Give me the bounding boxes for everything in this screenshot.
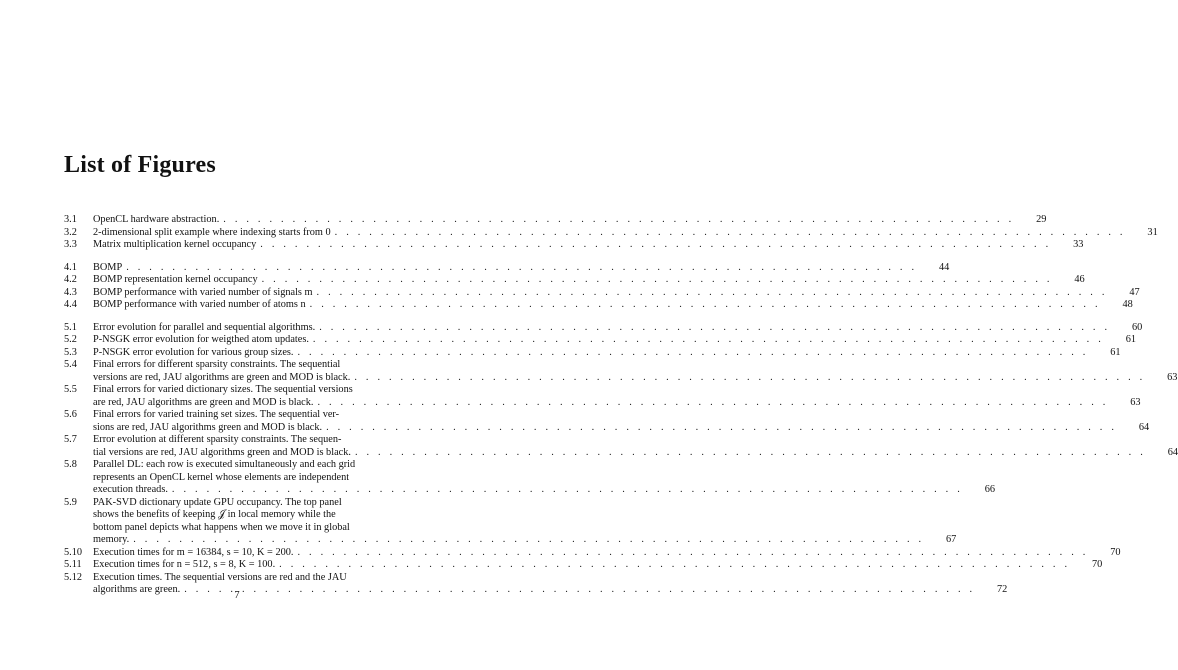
dot-leader: [354, 372, 1145, 385]
dot-leader: [319, 322, 1110, 335]
figure-caption: [93, 359, 1177, 384]
figure-number: 5.5: [64, 384, 77, 395]
figure-number: 5.11: [64, 559, 82, 570]
caption-last-line: [93, 372, 1151, 385]
figure-caption: [93, 299, 1133, 312]
caption-last-line: [93, 559, 1076, 572]
dot-leader: [279, 559, 1070, 572]
dot-leader: [133, 534, 924, 547]
figure-caption: [93, 347, 1121, 360]
caption-last-line: [93, 239, 1057, 252]
caption-line: Final errors for different sparsity constraints. The sequential: [93, 359, 341, 370]
caption-line: PAK-SVD dictionary update GPU occupancy. The top panel: [93, 496, 342, 508]
figure-page-number[interactable]: 70: [1091, 559, 1103, 570]
figure-page-number[interactable]: 47: [1129, 286, 1140, 298]
figure-caption: [93, 322, 1142, 335]
figure-entry[interactable]: [64, 359, 1178, 384]
caption-line: shows the benefits of keeping 𝒥 in local memory while the: [93, 509, 336, 520]
figure-caption: [93, 214, 1046, 227]
dot-leader: [262, 274, 1053, 287]
caption-line: Final errors for varied training set sizes. The sequential ver-: [93, 409, 340, 420]
caption-line: Parallel DL: each row is executed simultaneously and each grid: [93, 459, 356, 470]
figure-page-number[interactable]: 60: [1131, 321, 1143, 333]
caption-line: BOMP representation kernel occupancy: [93, 274, 258, 285]
figure-entry[interactable]: [64, 239, 1084, 252]
figure-number: 5.2: [64, 334, 77, 345]
caption-last-line: [93, 397, 1115, 410]
figure-page-number[interactable]: 67: [946, 534, 957, 545]
figure-entry[interactable]: [64, 274, 1085, 287]
dot-leader: [335, 227, 1126, 240]
figure-page-number[interactable]: 46: [1074, 274, 1085, 285]
dot-leader: [317, 397, 1108, 410]
figure-caption: [93, 559, 1102, 572]
figure-caption: [93, 547, 1121, 560]
figure-group: [64, 261, 1140, 312]
figure-number: 4.4: [64, 299, 77, 310]
figure-page-number[interactable]: 63: [1130, 396, 1141, 408]
dot-leader: [313, 334, 1104, 347]
caption-line: BOMP: [93, 261, 123, 273]
dot-leader: [297, 547, 1088, 560]
figure-entry[interactable]: [64, 286, 1140, 300]
dot-leader: [260, 239, 1051, 252]
figure-page-number[interactable]: 29: [1036, 214, 1047, 225]
figure-number: 4.1: [64, 261, 77, 273]
figure-number: 5.4: [64, 359, 77, 370]
caption-last-line: [93, 227, 1132, 240]
figure-number: 3.2: [64, 226, 77, 238]
caption-line: OpenCL hardware abstraction.: [93, 214, 220, 225]
figure-group: [64, 321, 1178, 597]
figure-caption: [93, 227, 1158, 240]
figure-entry[interactable]: [64, 261, 950, 275]
caption-last-line: [93, 274, 1059, 287]
caption-line: execution threads.: [93, 484, 168, 495]
figure-caption: [93, 459, 995, 497]
figure-number: 5.9: [64, 496, 77, 508]
figure-page-number[interactable]: 63: [1167, 371, 1178, 383]
caption-line: Final errors for varied dictionary sizes. The sequential versions: [93, 384, 353, 395]
figure-caption: [93, 497, 956, 547]
figure-entry[interactable]: [64, 299, 1133, 312]
figure-caption: [93, 384, 1141, 409]
list-of-figures: [64, 214, 1178, 607]
figure-page-number[interactable]: 33: [1073, 239, 1084, 250]
figure-number: 5.6: [64, 409, 77, 420]
figure-number: 5.1: [64, 321, 77, 333]
caption-last-line: [93, 534, 930, 547]
figure-page-number[interactable]: 48: [1122, 299, 1133, 310]
figure-entry[interactable]: [64, 226, 1158, 240]
figure-page-number[interactable]: 44: [938, 261, 950, 273]
caption-last-line: [93, 347, 1095, 360]
figure-caption: [93, 287, 1140, 300]
figure-page-number[interactable]: 64: [1138, 421, 1150, 433]
figure-number: 5.8: [64, 459, 77, 470]
figure-entry[interactable]: [64, 559, 1103, 572]
caption-line: memory.: [93, 534, 130, 545]
page-number: 7: [234, 590, 240, 601]
figure-entry[interactable]: [64, 346, 1121, 360]
dot-leader: [310, 299, 1101, 312]
caption-line: versions are red, JAU algorithms are green and MOD is black.: [93, 371, 351, 383]
dot-leader: [326, 422, 1117, 435]
dot-leader: [172, 484, 963, 497]
caption-line: Matrix multiplication kernel occupancy: [93, 239, 257, 250]
caption-line: BOMP performance with varied number of signals m: [93, 286, 313, 298]
figure-caption: [93, 334, 1136, 347]
caption-line: Error evolution at different sparsity constraints. The sequen-: [93, 434, 342, 445]
caption-line: are red, JAU algorithms are green and MOD is black.: [93, 396, 314, 408]
caption-line: Error evolution for parallel and sequential algorithms.: [93, 321, 316, 333]
dot-leader: [355, 447, 1146, 460]
caption-line: 2-dimensional split example where indexing starts from 0: [93, 226, 331, 238]
figure-page-number[interactable]: 61: [1110, 346, 1121, 358]
dot-leader: [297, 347, 1088, 360]
figure-entry[interactable]: [64, 459, 995, 497]
caption-line: bottom panel depicts what happens when we move it in global: [93, 521, 350, 533]
caption-last-line: [93, 547, 1095, 560]
dot-leader: [126, 262, 917, 275]
caption-line: algorithms are green.: [93, 584, 181, 595]
caption-last-line: [93, 287, 1114, 300]
figure-caption: [93, 262, 949, 275]
figure-number: 5.12: [64, 571, 83, 583]
figure-caption: [93, 239, 1083, 252]
caption-line: represents an OpenCL kernel whose elements are independent: [93, 471, 350, 483]
figure-caption: [93, 409, 1149, 434]
caption-last-line: [93, 214, 1020, 227]
figure-number: 3.3: [64, 239, 77, 250]
caption-last-line: [93, 322, 1116, 335]
figure-group: [64, 214, 1158, 252]
caption-last-line: [93, 262, 923, 275]
caption-line: Execution times. The sequential versions are red and the JAU: [93, 571, 347, 583]
caption-line: Execution times for n = 512, s = 8, K = 100.: [93, 559, 276, 570]
figure-number: 4.2: [64, 274, 77, 285]
figure-number: 4.3: [64, 286, 77, 298]
figure-number: 3.1: [64, 214, 77, 225]
caption-line: sions are red, JAU algorithms green and MOD is black.: [93, 421, 323, 433]
caption-line: tial versions are red, JAU algorithms green and MOD is black.: [93, 446, 351, 458]
figure-page-number[interactable]: 61: [1125, 334, 1136, 345]
caption-last-line: [93, 334, 1110, 347]
caption-last-line: [93, 299, 1107, 312]
figure-entry[interactable]: [64, 384, 1141, 409]
figure-page-number[interactable]: 70: [1110, 546, 1121, 558]
caption-last-line: [93, 484, 969, 497]
figure-entry[interactable]: [64, 546, 1121, 560]
caption-line: BOMP performance with varied number of atoms n: [93, 299, 306, 310]
figure-entry[interactable]: [64, 334, 1136, 347]
figure-entry[interactable]: [64, 434, 1178, 459]
figure-page-number[interactable]: 64: [1167, 446, 1178, 458]
figure-page-number[interactable]: 72: [996, 584, 1008, 595]
caption-line: Execution times for m = 16384, s = 10, K = 200.: [93, 546, 294, 558]
figure-caption: [93, 274, 1085, 287]
figure-entry[interactable]: [64, 321, 1143, 335]
caption-line: P-NSGK error evolution for weigthed atom updates.: [93, 334, 309, 345]
dot-leader: [223, 214, 1014, 227]
figure-number: 5.7: [64, 434, 77, 445]
figure-number: 5.10: [64, 546, 83, 558]
figure-entry[interactable]: [64, 496, 957, 547]
figure-caption: [93, 434, 1178, 459]
figure-number: 5.3: [64, 346, 77, 358]
figure-page-number[interactable]: 66: [984, 484, 995, 495]
figure-entry[interactable]: [64, 214, 1047, 227]
figure-entry[interactable]: [64, 409, 1150, 434]
figure-page-number[interactable]: 31: [1147, 226, 1158, 238]
page-title: List of Figures: [64, 152, 216, 178]
caption-last-line: [93, 422, 1123, 435]
dot-leader: [317, 287, 1108, 300]
caption-line: P-NSGK error evolution for various group sizes.: [93, 346, 294, 358]
caption-last-line: [93, 447, 1152, 460]
